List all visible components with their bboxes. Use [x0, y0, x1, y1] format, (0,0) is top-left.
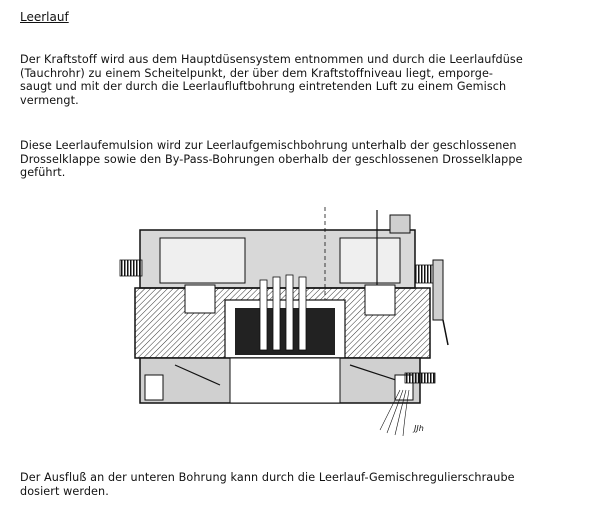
- text-line: Der Kraftstoff wird aus dem Hauptdüsensystem entnommen und durch die Leerlaufdüse: [20, 53, 523, 66]
- right-screw: [415, 265, 435, 283]
- left-screw: [120, 260, 142, 276]
- text-line: Drosselklappe sowie den By-Pass-Bohrungen oberhalb der geschlossenen Drosselklappe: [20, 152, 523, 166]
- text-line: Der Ausfluß an der unteren Bohrung kann durch die Leerlauf-Gemischregulierschraube: [20, 471, 515, 484]
- mixture-adjusting-screw: [405, 373, 435, 383]
- paragraph-1: [20, 53, 590, 107]
- venturi-insert: [235, 308, 335, 355]
- figure-label: JJh: [414, 424, 424, 433]
- section-heading: Leerlauf: [20, 10, 69, 24]
- right-lever: [443, 320, 448, 345]
- paragraph-2: [20, 139, 590, 180]
- float-chamber-right: [340, 238, 400, 283]
- flange-left: [145, 375, 163, 400]
- text-line: saugt und mit der durch die Leerlaufluftbohrung eintretenden Luft zu einem Gemisch: [20, 80, 507, 94]
- paragraph-3: [20, 471, 590, 498]
- text-line: (Tauchrohr) zu einem Scheitelpunkt, der über dem Kraftstoffniveau liegt, emporge-: [20, 66, 494, 80]
- text-line: Diese Leerlaufemulsion wird zur Leerlaufgemischbohrung unterhalb der geschlossenen: [20, 139, 517, 152]
- carburetor-cross-section-diagram: [115, 205, 450, 440]
- text-line: vermengt.: [20, 93, 79, 107]
- top-cap: [390, 215, 410, 233]
- text-line: geführt.: [20, 166, 66, 180]
- right-jet-block: [365, 285, 395, 315]
- right-bracket: [433, 260, 443, 320]
- left-jet-block: [185, 285, 215, 313]
- text-line: dosiert werden.: [20, 484, 109, 498]
- throttle-bore: [230, 358, 340, 403]
- float-chamber-left: [160, 238, 245, 283]
